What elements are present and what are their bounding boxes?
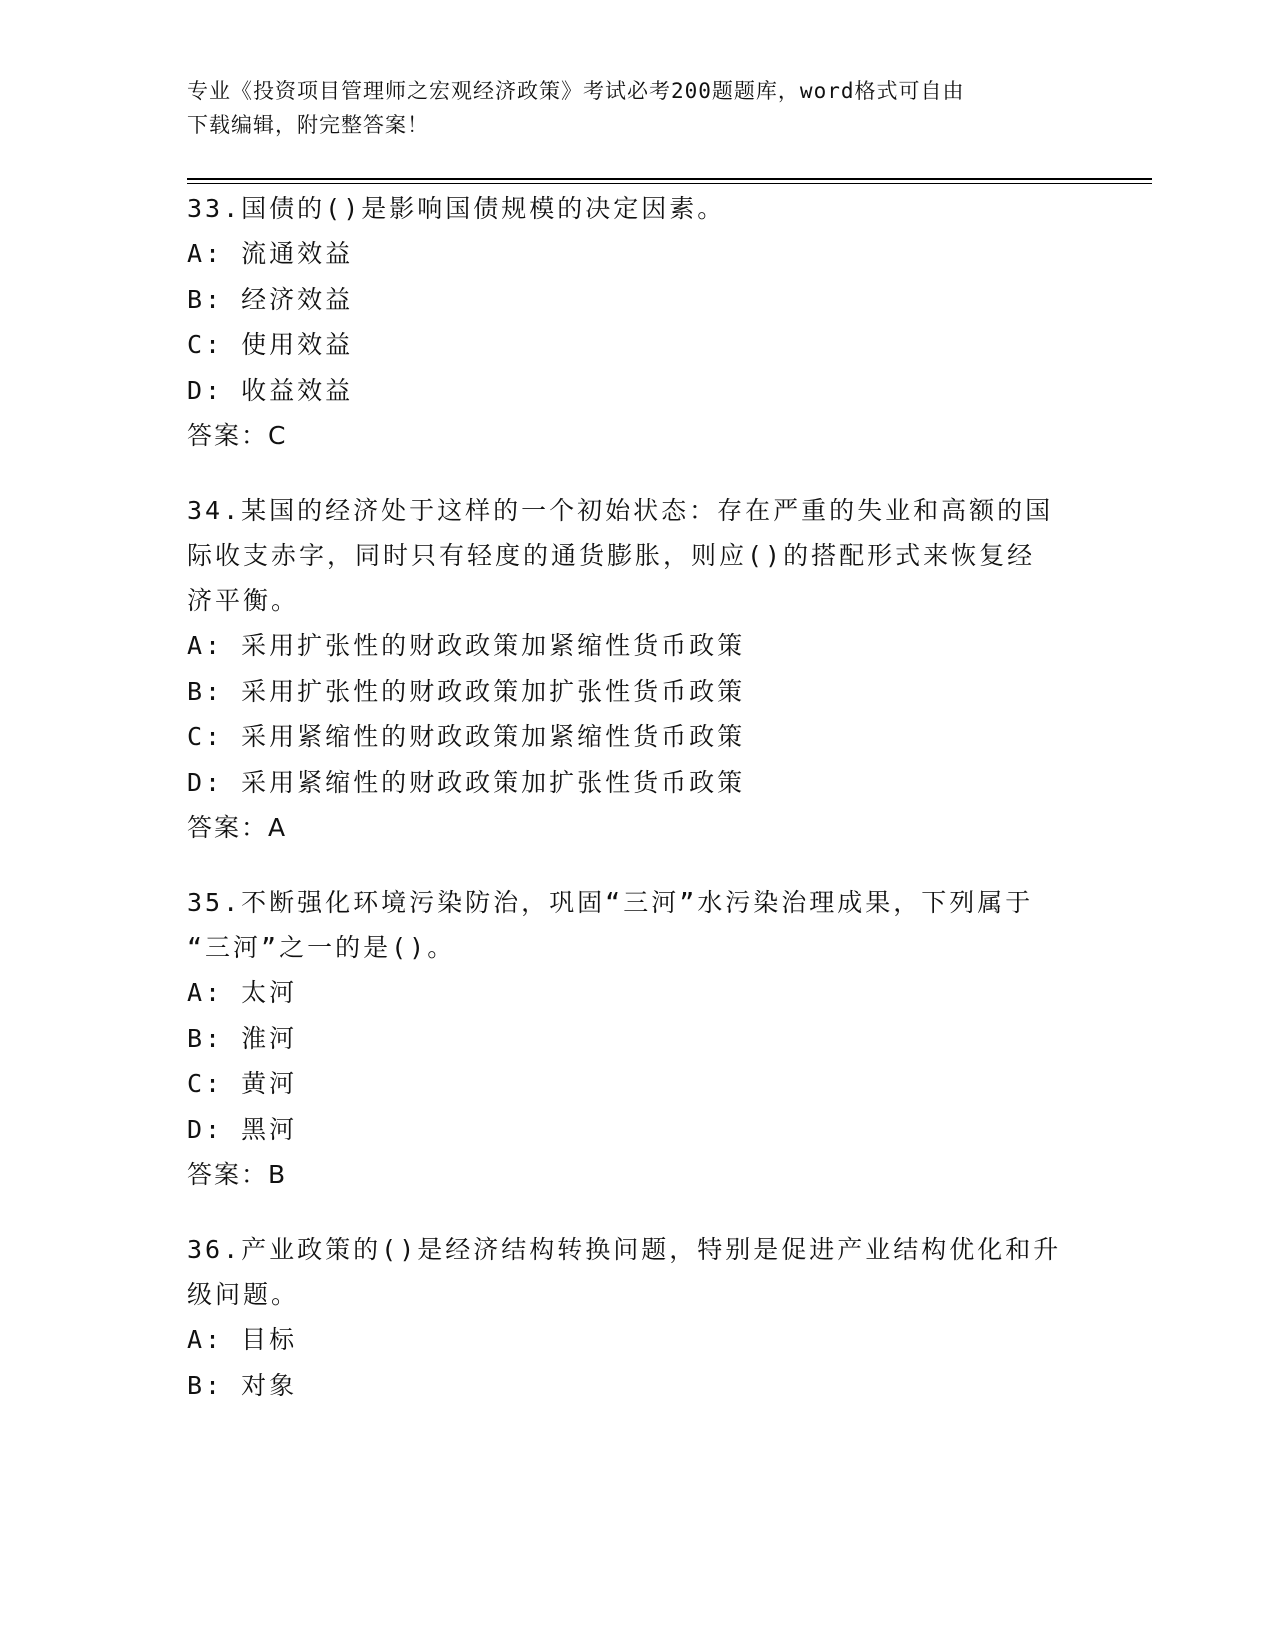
option-a: A: 太河 [187, 978, 298, 1007]
stem-line: “三河”之一的是()。 [187, 933, 456, 962]
option-a: A: 采用扩张性的财政政策加紧缩性货币政策 [187, 631, 746, 660]
stem-line: 级问题。 [187, 1280, 300, 1309]
stem-line: 36.产业政策的()是经济结构转换问题，特别是促进产业结构优化和升 [187, 1235, 1062, 1264]
question-stem [187, 880, 1087, 970]
stem-line: 济平衡。 [187, 586, 300, 615]
option-d: D: 黑河 [187, 1114, 298, 1144]
answer: 答案：A [187, 813, 288, 842]
question-34 [187, 488, 1087, 850]
question-33 [187, 186, 1087, 458]
header-divider-thick [187, 178, 1152, 180]
answer: 答案：C [187, 421, 288, 450]
answer: 答案：B [187, 1160, 288, 1189]
question-stem [187, 488, 1087, 623]
question-stem [187, 186, 1087, 231]
stem-line: 33.国债的()是影响国债规模的决定因素。 [187, 194, 726, 223]
option-c: C: 使用效益 [187, 330, 354, 359]
header-divider-thin [187, 183, 1152, 184]
option-d: D: 采用紧缩性的财政政策加扩张性货币政策 [187, 767, 746, 797]
option-b: B: 淮河 [187, 1023, 298, 1053]
option-c: C: 采用紧缩性的财政政策加紧缩性货币政策 [187, 722, 746, 751]
option-b: B: 对象 [187, 1370, 298, 1400]
question-36 [187, 1227, 1087, 1408]
question-list [187, 186, 1087, 1438]
header-line-1: 专业《投资项目管理师之宏观经济政策》考试必考200题题库，word格式可自由 [187, 79, 965, 103]
stem-line: 34.某国的经济处于这样的一个初始状态：存在严重的失业和高额的国 [187, 496, 1054, 525]
stem-line: 35.不断强化环境污染防治，巩固“三河”水污染治理成果，下列属于 [187, 888, 1034, 917]
option-c: C: 黄河 [187, 1069, 298, 1098]
document-header [187, 74, 1087, 142]
option-a: A: 流通效益 [187, 239, 354, 268]
option-a: A: 目标 [187, 1325, 298, 1354]
option-d: D: 收益效益 [187, 375, 354, 405]
stem-line: 际收支赤字，同时只有轻度的通货膨胀，则应()的搭配形式来恢复经 [187, 541, 1036, 570]
question-35 [187, 880, 1087, 1197]
header-line-2: 下载编辑，附完整答案！ [187, 113, 429, 137]
option-b: B: 经济效益 [187, 284, 354, 314]
option-b: B: 采用扩张性的财政政策加扩张性货币政策 [187, 676, 746, 706]
question-stem [187, 1227, 1087, 1317]
